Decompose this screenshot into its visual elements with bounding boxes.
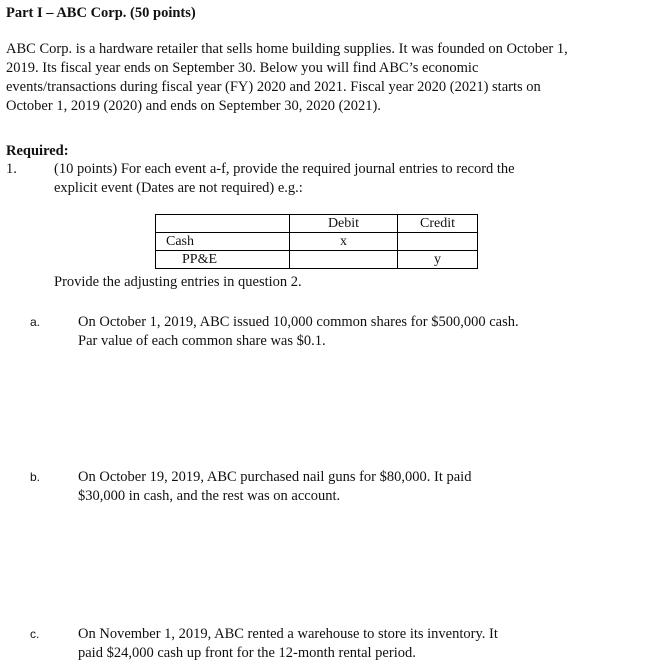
debit-value: x [290, 233, 398, 251]
event-line: On October 19, 2019, ABC purchased nail guns for $80,000. It paid [78, 469, 472, 485]
intro-line: 2019. Its fiscal year ends on September 30. Below you will find ABC’s economic [6, 60, 479, 76]
adjusting-note: Provide the adjusting entries in question 2. [54, 274, 302, 290]
event-line: On November 1, 2019, ABC rented a warehouse to store its inventory. It [78, 626, 498, 642]
event-line: On October 1, 2019, ABC issued 10,000 common shares for $500,000 cash. [78, 314, 519, 330]
intro-line: ABC Corp. is a hardware retailer that sells home building supplies. It was founded on October 1, [6, 41, 568, 57]
event-line: paid $24,000 cash up front for the 12-month rental period. [78, 645, 416, 661]
intro-line: October 1, 2019 (2020) and ends on September 30, 2020 (2021). [6, 98, 381, 114]
table-header-row [156, 215, 478, 233]
required-heading: Required: [6, 143, 69, 159]
account-ppe: PP&E [156, 251, 290, 269]
account-cash: Cash [156, 233, 290, 251]
event-letter-c: c. [30, 627, 40, 641]
table-header-cell [156, 215, 290, 233]
credit-header: Credit [398, 215, 478, 233]
event-line: $30,000 in cash, and the rest was on account. [78, 488, 341, 504]
event-line: Par value of each common share was $0.1. [78, 333, 326, 349]
question-line: explicit event (Dates are not required) e.g.: [54, 180, 303, 196]
event-c-text [78, 625, 498, 663]
event-b-text [78, 468, 471, 506]
debit-value [290, 251, 398, 269]
intro-line: events/transactions during fiscal year (FY) 2020 and 2021. Fiscal year 2020 (2021) starts on [6, 79, 541, 95]
question-number: 1. [6, 161, 17, 177]
page-title: Part I – ABC Corp. (50 points) [6, 5, 196, 21]
table-row [156, 233, 478, 251]
event-a-text [78, 313, 519, 351]
debit-header: Debit [290, 215, 398, 233]
credit-value [398, 233, 478, 251]
credit-value: y [398, 251, 478, 269]
event-letter-a: a. [30, 315, 41, 329]
intro-paragraph [6, 40, 568, 116]
table-row [156, 251, 478, 269]
event-letter-b: b. [30, 470, 41, 484]
question-line: (10 points) For each event a-f, provide the required journal entries to record the [54, 161, 515, 177]
question-text [54, 160, 515, 198]
journal-entry-example-table [155, 214, 478, 269]
